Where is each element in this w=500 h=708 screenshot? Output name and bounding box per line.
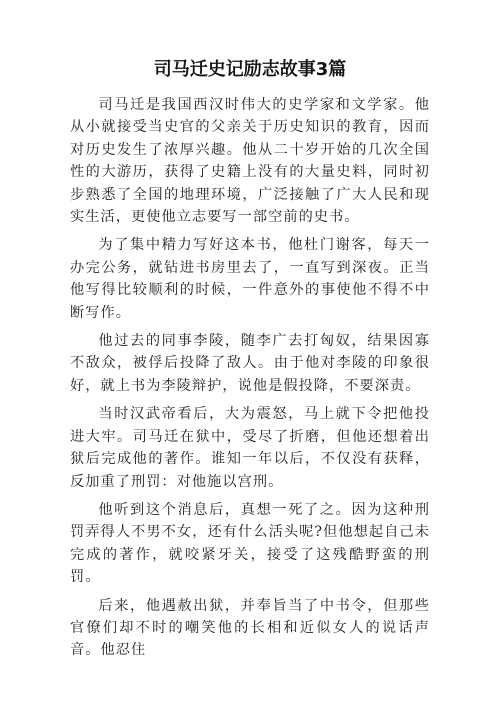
paragraph: 当时汉武帝看后，大为震怒，马上就下令把他投进大牢。司马迁在狱中，受尽了折磨，但他还想着出狱后完成他的著作。谁知一年以后，不仅没有获释，反加重了刑罚：对他施以宫刑。 (70, 406, 430, 490)
paragraph: 他过去的同事李陵，随李广去打匈奴，结果因寡不敌众，被俘后投降了敌人。由于他对李陵的印象很好，就上书为李陵辩护，说他是假投降，不要深责。 (70, 333, 430, 394)
document-title: 司马迁史记励志故事3篇 (153, 59, 347, 80)
paragraph: 他听到这个消息后，真想一死了之。因为这种刑罚弄得人不男不女，还有什么活头呢?但他想起自己未完成的著作，就咬紧牙关，接受了这残酷野蛮的刑罚。 (70, 501, 430, 586)
document-body (70, 94, 430, 668)
paragraph: 司马迁是我国西汉时伟大的史学家和文学家。他从小就接受当史官的父亲关于历史知识的教育，因而对历史发生了浓厚兴趣。他从二十岁开始的几次全国性的大游历，获得了史籍上没有的大量史料，同时初步熟悉了全国的地理环境，广泛接触了广大人民和现实生活，更使他立志要写一部空前的史书。 (70, 97, 430, 226)
paragraph: 后来，他遇赦出狱，并奉旨当了中书令，但那些官僚们却不时的嘲笑他的长相和近似女人的说话声音。他忍住 (70, 597, 430, 659)
paragraph: 为了集中精力写好这本书，他杜门谢客，每天一办完公务，就钻进书房里去了，一直写到深夜。正当他写得比较顺利的时候，一件意外的事使他不得不中断写作。 (70, 237, 430, 321)
